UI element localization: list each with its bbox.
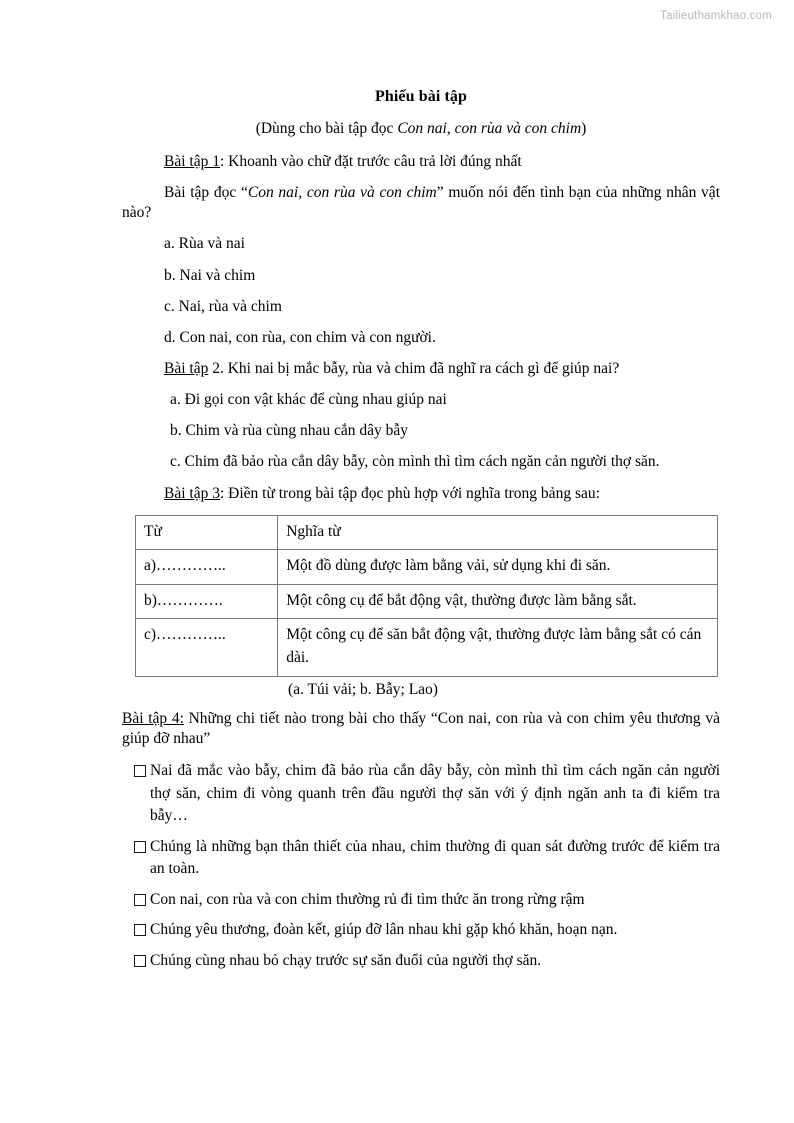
- table-header-meaning: Nghĩa từ: [278, 515, 718, 549]
- question-story-title: Con nai, con rùa và con chim: [247, 184, 437, 202]
- exercise-2-option-c[interactable]: c. Chim đã bảo rùa cắn dây bẫy, còn mình thì tìm cách ngăn cản người thợ săn.: [170, 453, 660, 471]
- checkbox-label-5: Chúng cùng nhau bỏ chạy trước sự săn đuổi của người thợ săn.: [150, 951, 542, 969]
- table-cell-meaning-b: Một công cụ để bắt động vật, thường được làm bằng sắt.: [278, 584, 718, 618]
- exercise-3-answer-key: (a. Túi vải; b. Bẫy; Lao): [288, 681, 438, 699]
- exercise-1-option-c[interactable]: c. Nai, rùa và chim: [164, 297, 282, 315]
- exercise-1-question: [122, 183, 720, 223]
- list-item[interactable]: [122, 760, 720, 827]
- checkbox-label-2: Chúng là những bạn thân thiết của nhau, chim thường đi quan sát đường trước để kiểm tra an toàn.: [150, 837, 720, 878]
- exercise-1-heading: [122, 152, 720, 172]
- exercise-1-instruction: : Khoanh vào chữ đặt trước câu trả lời đúng nhất: [219, 153, 522, 170]
- exercise-1-option-a[interactable]: a. Rùa và nai: [164, 235, 245, 253]
- checkbox-label-3: Con nai, con rùa và con chim thường rủ đi tìm thức ăn trong rừng rậm: [150, 890, 585, 908]
- exercise-1-option-d[interactable]: d. Con nai, con rùa, con chim và con người.: [164, 328, 436, 346]
- exercise-2-label: Bài tập: [164, 359, 209, 377]
- checkbox-icon[interactable]: [134, 955, 146, 967]
- checkbox-icon[interactable]: [134, 765, 146, 777]
- exercise-4-heading: [122, 709, 720, 749]
- checkbox-label-4: Chúng yêu thương, đoàn kết, giúp đỡ lân nhau khi gặp khó khăn, hoạn nạn.: [150, 921, 618, 939]
- table-row: [136, 584, 718, 618]
- document-subtitle: [122, 120, 720, 138]
- list-item[interactable]: [122, 836, 720, 881]
- list-item[interactable]: [122, 950, 720, 972]
- table-row: [136, 550, 718, 584]
- question-prefix: Bài tập đọc “: [164, 184, 248, 202]
- checkbox-icon[interactable]: [134, 894, 146, 906]
- exercise-3-heading: [122, 484, 720, 504]
- document-body: [122, 88, 720, 980]
- exercise-2-option-b[interactable]: b. Chim và rùa cùng nhau cắn dây bẫy: [170, 422, 409, 440]
- exercise-3-label: Bài tập 3: [164, 484, 220, 502]
- question-suffix: ” muốn nói đến tình bạn của những nhân vật nào?: [122, 184, 720, 222]
- table-header-word: Từ: [136, 515, 278, 549]
- exercise-1-label: Bài tập 1: [164, 153, 220, 170]
- site-watermark: Tailieuthamkhao.com: [660, 10, 772, 22]
- exercise-3-instruction: : Điền từ trong bài tập đọc phù hợp với nghĩa trong bảng sau:: [219, 484, 600, 502]
- subtitle-story-title: Con nai, con rùa và con chim: [397, 120, 582, 137]
- table-cell-word-c[interactable]: c)…………..: [136, 619, 278, 677]
- exercise-4-instruction: Những chi tiết nào trong bài cho thấy “Con nai, con rùa và con chim yêu thương và giúp đỡ nhau”: [122, 710, 720, 748]
- exercise-2-heading: [122, 359, 720, 379]
- exercise-2-option-a[interactable]: a. Đi gọi con vật khác để cùng nhau giúp nai: [170, 391, 447, 409]
- subtitle-suffix: ): [581, 120, 587, 137]
- page-title: Phiếu bài tập: [375, 88, 467, 105]
- exercise-2-instruction: 2. Khi nai bị mắc bẫy, rùa và chim đã nghĩ ra cách gì để giúp nai?: [208, 359, 620, 377]
- subtitle-prefix: (Dùng cho bài tập đọc: [255, 120, 398, 137]
- table-cell-word-a[interactable]: a)…………..: [136, 550, 278, 584]
- list-item[interactable]: [122, 889, 720, 911]
- vocabulary-table: [135, 515, 718, 677]
- table-cell-word-b[interactable]: b)………….: [136, 584, 278, 618]
- checkbox-icon[interactable]: [134, 924, 146, 936]
- checkbox-label-1: Nai đã mắc vào bẫy, chim đã bảo rùa cắn dây bẫy, còn mình thì tìm cách ngăn cản người thợ săn, chim đi vòng quanh trên đầu người thợ săn với ý định ngăn anh ta đi kiểm tra bẫy…: [150, 762, 720, 825]
- checkbox-icon[interactable]: [134, 841, 146, 853]
- table-cell-meaning-a: Một đồ dùng được làm bằng vải, sử dụng khi đi săn.: [278, 550, 718, 584]
- table-row: [136, 619, 718, 677]
- exercise-4-label: Bài tập 4:: [122, 710, 184, 728]
- table-cell-meaning-c: Một công cụ để săn bắt động vật, thường được làm bằng sắt có cán dài.: [278, 619, 718, 677]
- list-item[interactable]: [122, 919, 720, 941]
- exercise-1-option-b[interactable]: b. Nai và chim: [164, 266, 256, 284]
- table-header-row: [136, 515, 718, 549]
